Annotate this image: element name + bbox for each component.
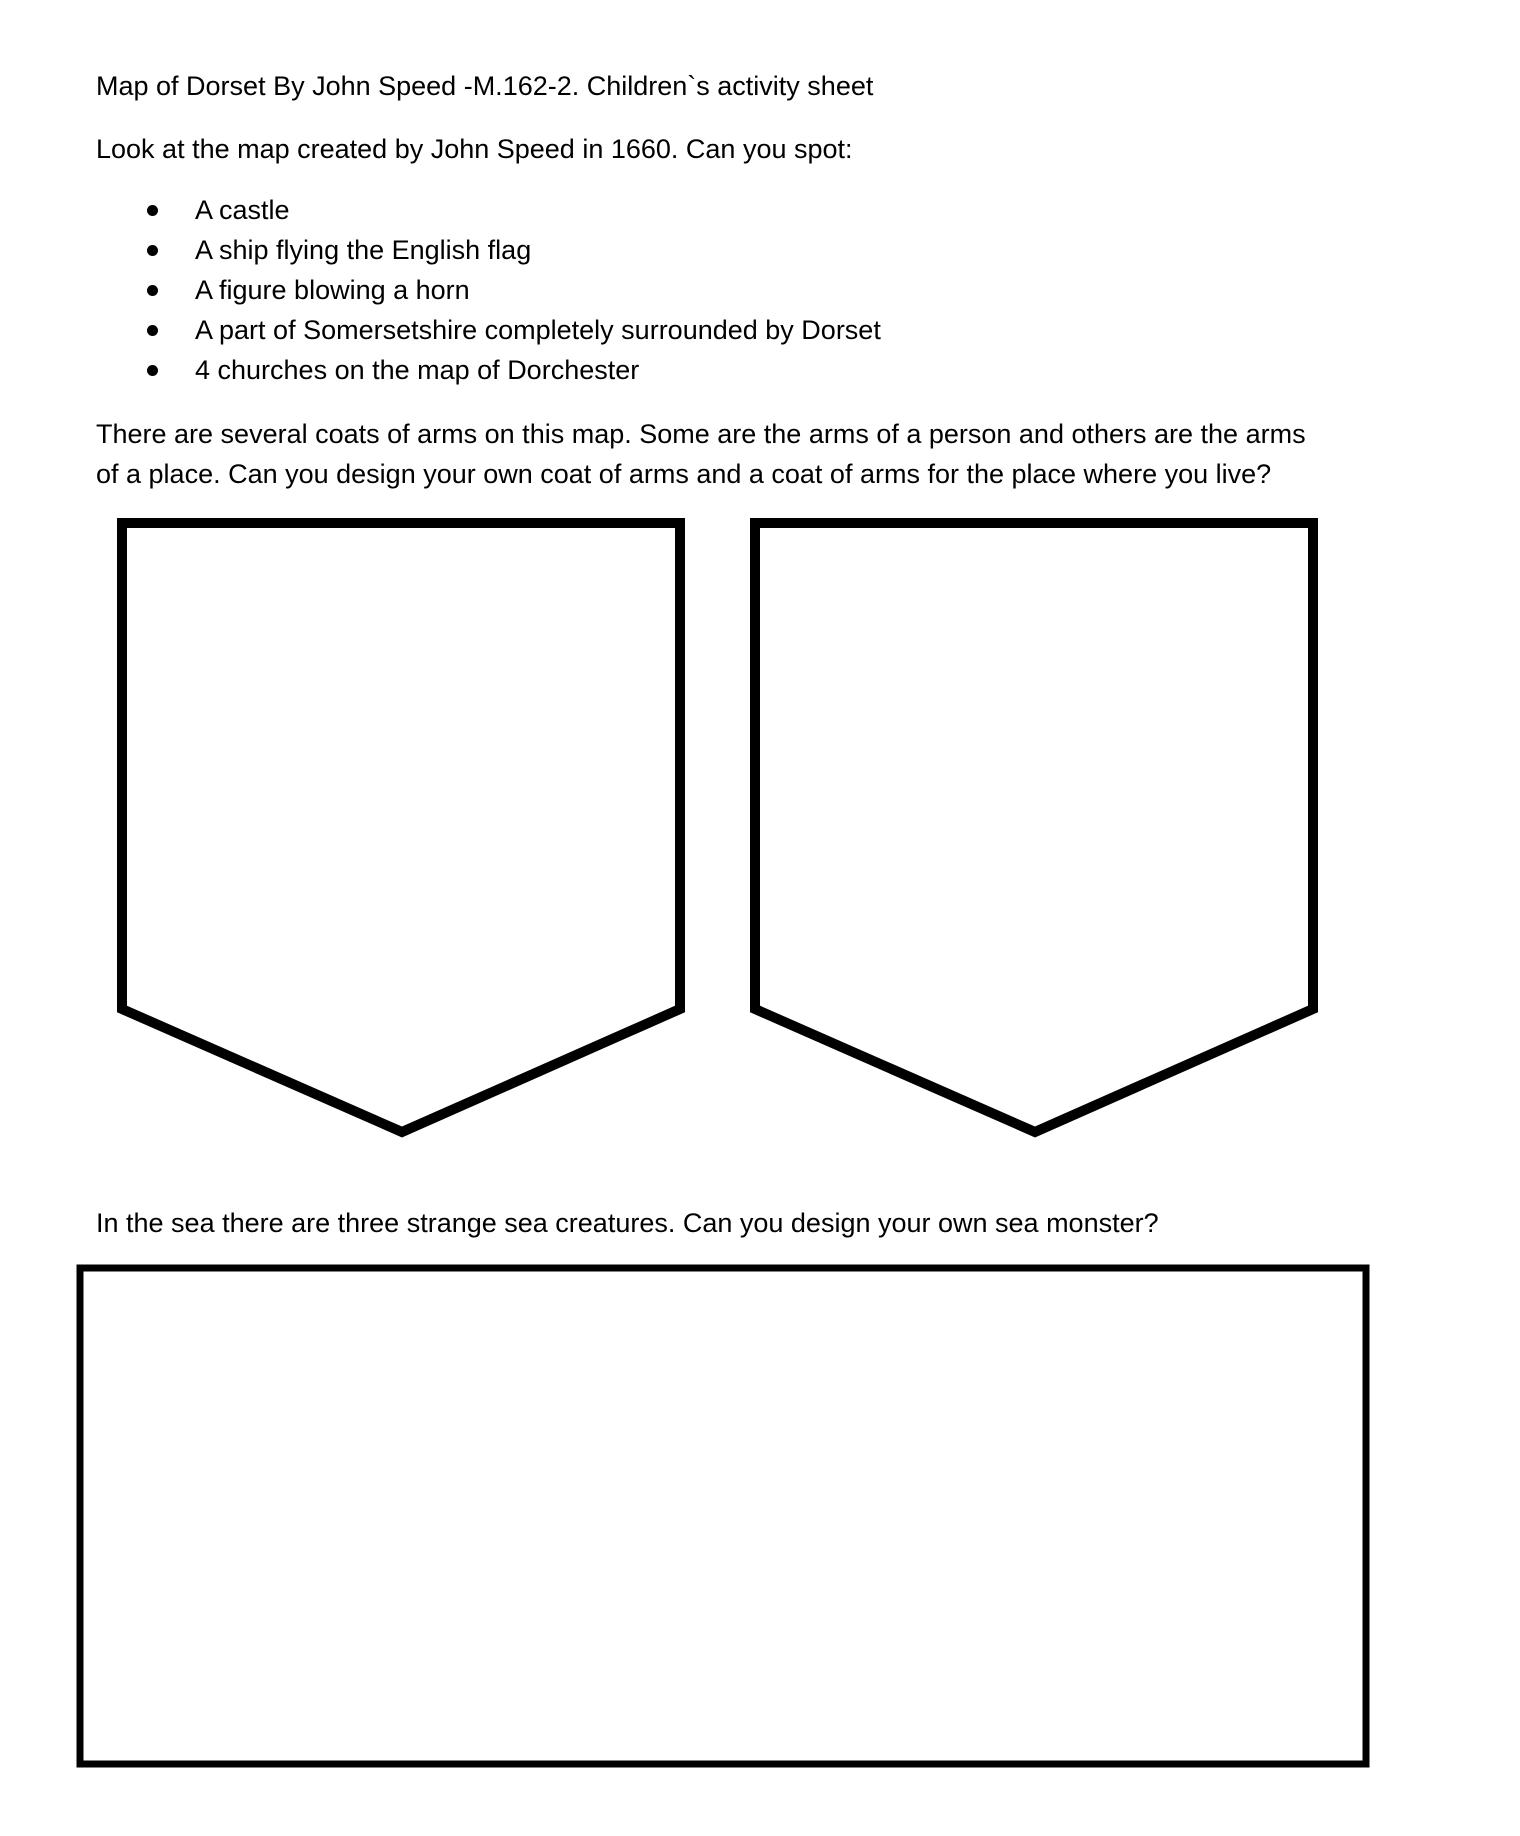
list-item — [96, 270, 881, 310]
coats-of-arms-paragraph — [96, 414, 1356, 494]
sea-monster-drawing-box[interactable] — [80, 1268, 1366, 1764]
paragraph-line: There are several coats of arms on this map. Some are the arms of a person and others are the arms — [96, 419, 1306, 449]
list-item-label: A part of Somersetshire completely surrounded by Dorset — [195, 315, 881, 345]
place-shield-drawing-area[interactable] — [755, 523, 1313, 1132]
paragraph-line: of a place. Can you design your own coat of arms and a coat of arms for the place where you live? — [96, 459, 1272, 489]
bullet-icon — [147, 205, 158, 216]
spot-list — [96, 190, 881, 390]
list-item — [96, 190, 881, 230]
bullet-icon — [147, 325, 158, 336]
sheet-title: Map of Dorset By John Speed -M.162-2. Children`s activity sheet — [96, 71, 874, 101]
bullet-icon — [147, 285, 158, 296]
sea-monster-prompt: In the sea there are three strange sea creatures. Can you design your own sea monster? — [96, 1208, 1159, 1238]
list-item — [96, 230, 881, 270]
list-item-label: A castle — [195, 195, 290, 225]
list-item — [96, 310, 881, 350]
list-item-label: A ship flying the English flag — [195, 235, 532, 265]
intro-question: Look at the map created by John Speed in 1660. Can you spot: — [96, 134, 853, 164]
personal-shield-drawing-area[interactable] — [122, 523, 680, 1132]
bullet-icon — [147, 245, 158, 256]
list-item — [96, 350, 881, 390]
list-item-label: 4 churches on the map of Dorchester — [195, 355, 640, 385]
bullet-icon — [147, 365, 158, 376]
list-item-label: A figure blowing a horn — [195, 275, 470, 305]
